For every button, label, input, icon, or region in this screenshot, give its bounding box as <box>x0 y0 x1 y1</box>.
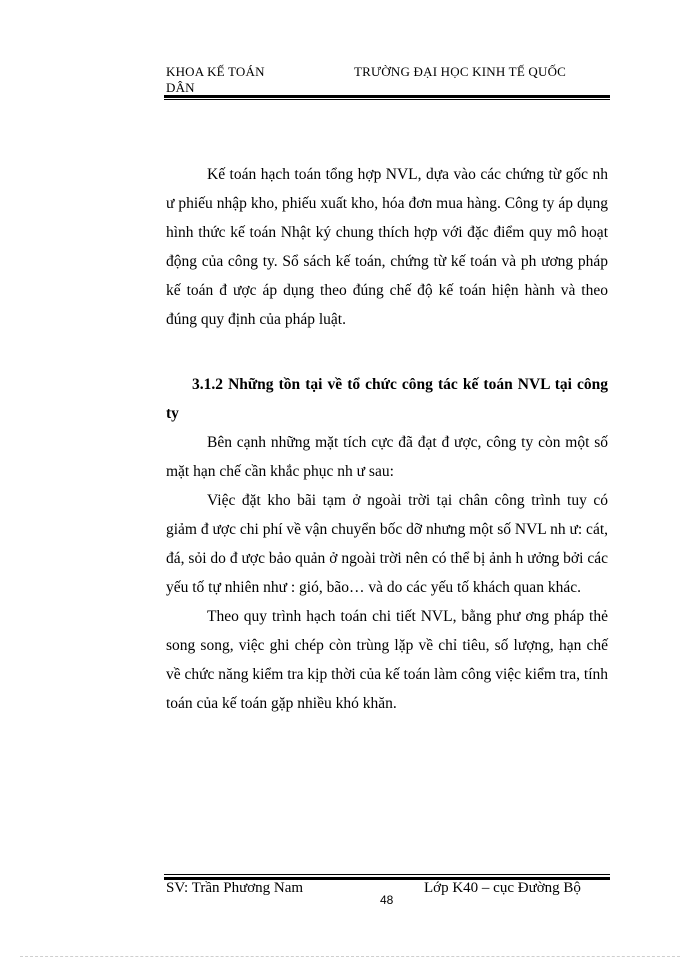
paragraph-summary <box>166 160 608 334</box>
paragraph-intro: Bên cạnh những mặt tích cực đã đạt đ ược, công ty còn một số mặt hạn chế cần khắc phục nh ư sau: <box>166 434 608 480</box>
header-rule-thick <box>164 95 610 98</box>
paragraph-text: Kế toán hạch toán tổng hợp NVL, dựa vào các chứng từ gốc nh ư phiếu nhập kho, phiếu xuất kho, hóa đơn mua hàng. Công ty áp dụng hình thức kế toán Nhật ký chung thích hợp với đặc điểm quy mô hoạt động của công ty. Sổ sách kế toán, chứng từ kế toán và ph ương pháp kế toán đ ược áp dụng theo đúng chế độ kế toán hiện hành và theo đúng quy định của pháp luật. <box>166 166 608 328</box>
footer-rule-thin <box>164 874 610 875</box>
page-bottom-divider <box>20 956 680 957</box>
paragraph-storage: Việc đặt kho bãi tạm ở ngoài trời tại chân công trình tuy có giảm đ ược chi phí về vận chuyển bốc dỡ nhưng một số NVL nh ư: cát, đá, sỏi do đ ược bảo quản ở ngoài trời nên có thể bị ảnh h ưởng bởi các yếu tố tự nhiên như : gió, bão… và do các yếu tố khách quan khác. <box>166 492 608 596</box>
footer-student: SV: Trần Phương Nam <box>166 880 304 896</box>
paragraph-method: Theo quy trình hạch toán chi tiết NVL, bằng phư ơng pháp thẻ song song, việc ghi chép còn trùng lặp về chỉ tiêu, số lượng, hạn chế về chức năng kiểm tra kịp thời của kế toán làm công việc kiểm tra, tính toán của kế toán gặp nhiều khó khăn. <box>166 608 608 712</box>
footer-class: Lớp K40 – cục Đường Bộ <box>424 880 581 896</box>
header-university: TRƯỜNG ĐẠI HỌC KINH TẾ QUỐC <box>354 64 567 79</box>
body-paragraphs <box>166 428 608 718</box>
page-number: 48 <box>380 893 394 907</box>
header-university-continuation: DÂN <box>166 80 195 95</box>
header-faculty: KHOA KẾ TOÁN <box>166 64 265 79</box>
section-heading: 3.1.2 Những tồn tại về tổ chức công tác kế toán NVL tại công ty <box>166 376 608 422</box>
header-rule-thin <box>164 99 610 100</box>
